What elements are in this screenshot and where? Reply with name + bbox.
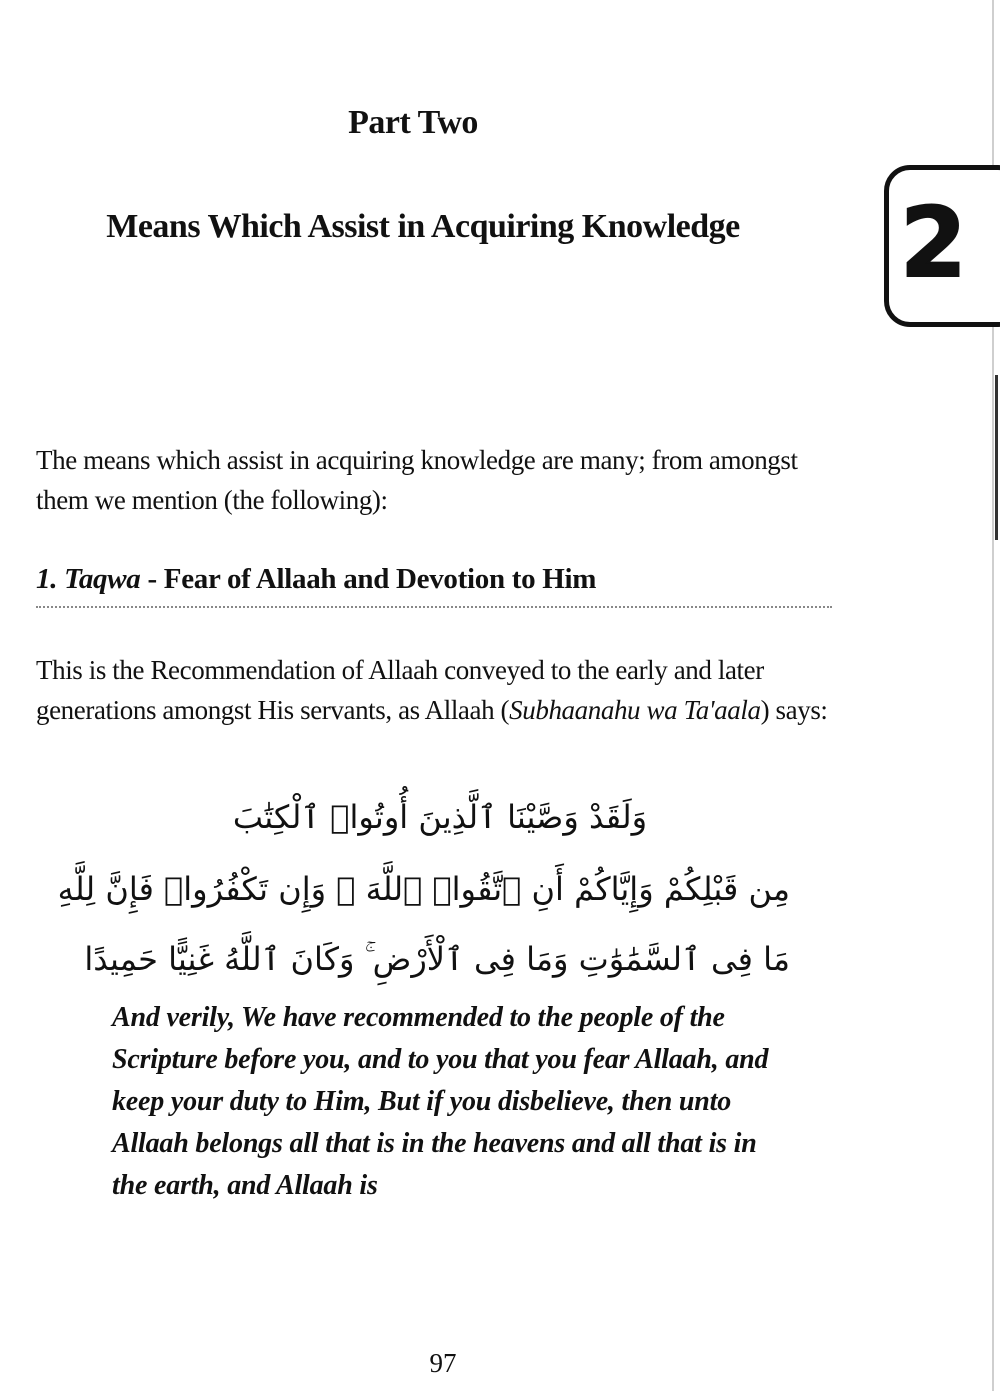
part-title: Part Two — [348, 104, 478, 141]
arabic-verse-line-1: وَلَقَدْ وَصَّيْنَا ٱلَّذِينَ أُوتُوا۟ ٱلْكِتَٰبَ — [232, 798, 648, 836]
chapter-tab-number: 2 — [900, 187, 967, 299]
page-number: 97 — [429, 1348, 457, 1378]
chapter-title: Means Which Assist in Acquiring Knowledge — [106, 208, 740, 245]
section-heading — [36, 563, 832, 596]
section-term: Taqwa — [64, 563, 141, 595]
section-separator: - — [140, 563, 164, 595]
page-edge-mark — [995, 375, 998, 540]
arabic-verse-line-3: مَا فِى ٱلسَّمَٰوَٰتِ وَمَا فِى ٱلْأَرْضِ ۚ وَكَانَ ٱللَّهُ غَنِيًّا حَمِيدًا — [84, 940, 790, 978]
recommendation-text-end: ) says: — [760, 695, 828, 725]
intro-paragraph: The means which assist in acquiring knowledge are many; from amongst them we mention (the following): — [36, 445, 798, 515]
recommendation-italic: Subhaanahu wa Ta'aala — [509, 695, 761, 725]
section-divider — [36, 606, 832, 608]
section-number: 1. — [36, 563, 58, 595]
section-title: Fear of Allaah and Devotion to Him — [163, 563, 597, 595]
arabic-verse-line-2: مِن قَبْلِكُمْ وَإِيَّاكُمْ أَنِ ٱتَّقُوا۟ ٱللَّهَ ۚ وَإِن تَكْفُرُوا۟ فَإِنَّ لِلَّهِ — [57, 870, 790, 908]
verse-translation: And verily, We have recommended to the people of the Scripture before you, and to you that you fear Allaah, and keep your duty to Him, But if you disbelieve, then unto Allaah belongs all that is in the heavens and all that is in the earth, and Allaah is — [112, 1002, 769, 1201]
recommendation-text-start: This is the Recommendation of Allaah conveyed to the early and later generations amongst His servants, as Allaah ( — [36, 655, 764, 725]
recommendation-paragraph — [36, 650, 832, 730]
